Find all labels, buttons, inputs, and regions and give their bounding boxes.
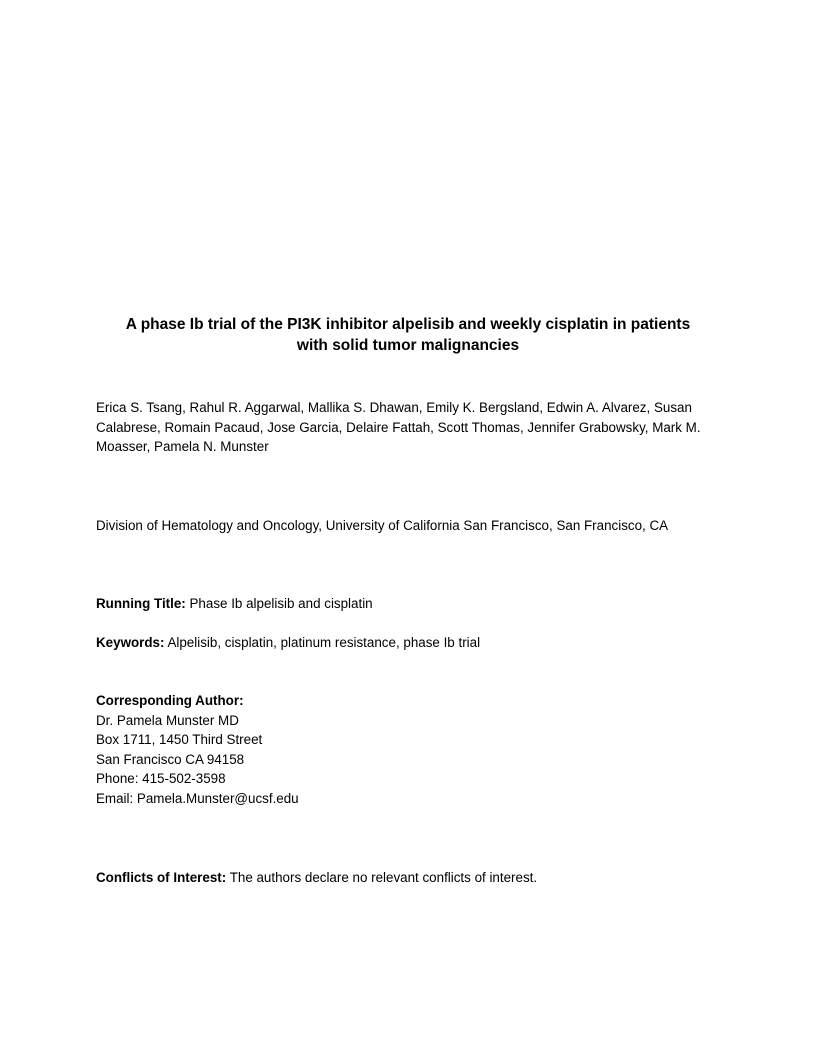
paper-title-line-1: A phase Ib trial of the PI3K inhibitor alpelisib and weekly cisplatin in patients — [125, 316, 691, 333]
paper-title — [96, 314, 720, 356]
author-list: Erica S. Tsang, Rahul R. Aggarwal, Mallika S. Dhawan, Emily K. Bergsland, Edwin A. Alvarez, Susan Calabrese, Romain Pacaud, Jose Garcia, Delaire Fattah, Scott Thomas, Jennifer Grabowsky, Mark M. Moasser, Pamela N. Munster — [96, 400, 701, 454]
keywords-value: Alpelisib, cisplatin, platinum resistance, phase Ib trial — [167, 635, 481, 650]
paper-title-line-2: with solid tumor malignancies — [296, 337, 520, 354]
corresponding-author-address-2: San Francisco CA 94158 — [96, 751, 245, 767]
corresponding-author-name: Dr. Pamela Munster MD — [96, 712, 239, 728]
corresponding-author-label: Corresponding Author: — [96, 693, 244, 708]
corresponding-author — [96, 691, 736, 808]
keywords — [96, 633, 736, 653]
corresponding-author-email: Email: Pamela.Munster@ucsf.edu — [96, 790, 299, 806]
conflicts-value: The authors declare no relevant conflicts of interest. — [229, 870, 538, 885]
corresponding-author-address-1: Box 1711, 1450 Third Street — [96, 732, 263, 747]
conflicts-of-interest — [96, 868, 736, 888]
running-title-label: Running Title: — [96, 596, 186, 611]
conflicts-label: Conflicts of Interest: — [96, 870, 227, 885]
affiliation: Division of Hematology and Oncology, University of California San Francisco, San Francisco, CA — [96, 518, 669, 533]
keywords-label: Keywords: — [96, 635, 165, 650]
running-title — [96, 594, 736, 614]
running-title-value: Phase Ib alpelisib and cisplatin — [189, 596, 373, 611]
corresponding-author-phone: Phone: 415-502-3598 — [96, 771, 226, 786]
